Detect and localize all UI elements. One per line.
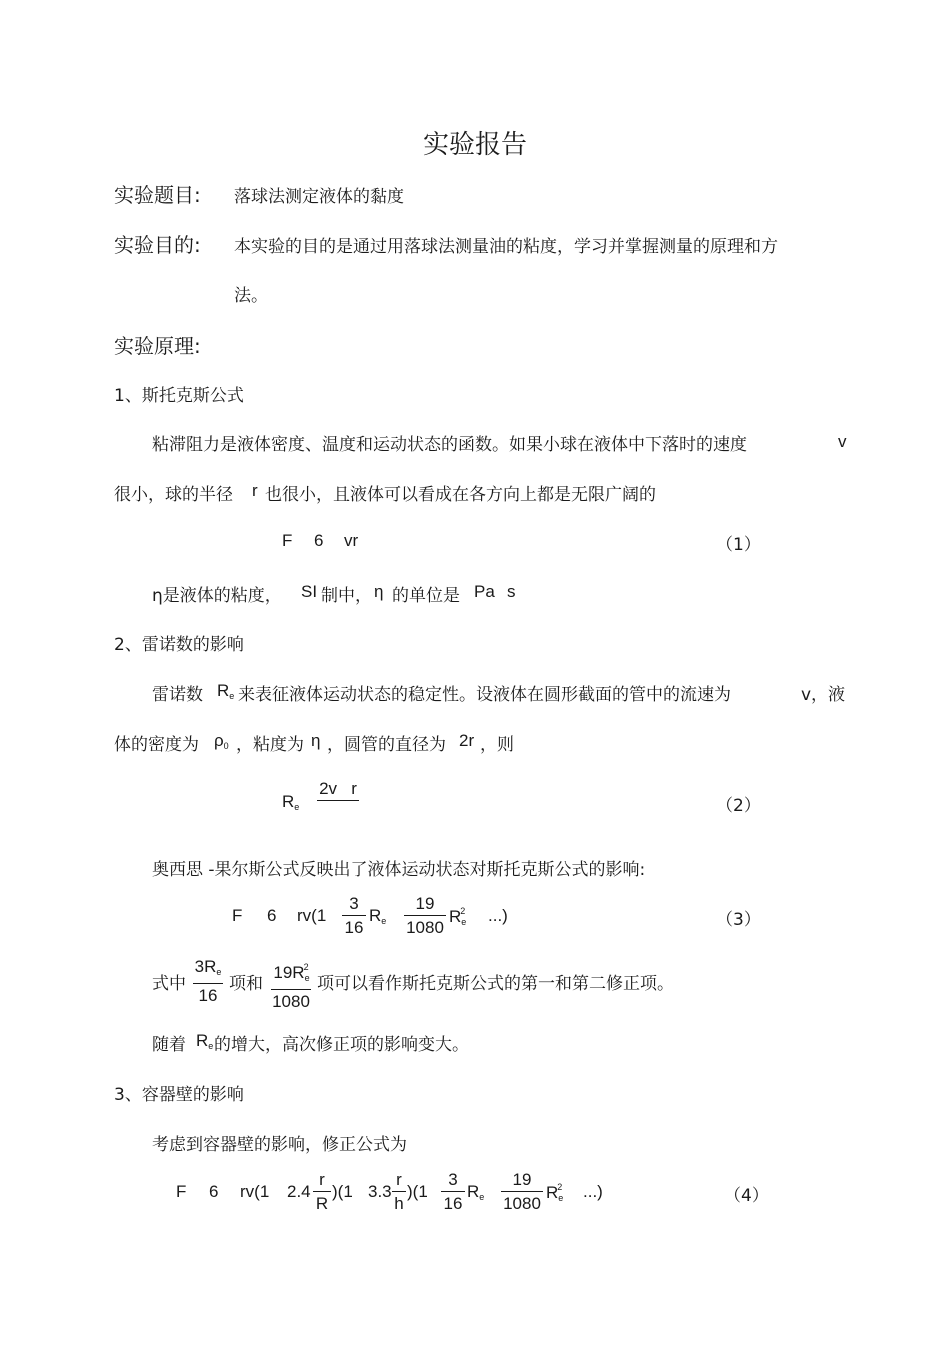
s3-p1: 考虑到容器壁的影响，修正公式为 xyxy=(152,1135,407,1155)
eq4-coef-2: 3.3 xyxy=(368,1182,392,1201)
eta-line-unit-pa: Pa xyxy=(474,582,495,601)
eq3-six: 6 xyxy=(267,906,277,925)
eq3-reynolds-1: $R_e$ xyxy=(369,906,387,926)
s1-paragraph-line-2b: 也很小，且液体可以看成在各方向上都是无限广阔的 xyxy=(265,485,656,505)
s2-p5-b: 的增大，高次修正项的影响变大。 xyxy=(214,1035,469,1055)
s2-eta-symbol: η xyxy=(311,731,321,750)
eq4-mid-1: )(1 xyxy=(332,1182,353,1201)
eq1-F: F xyxy=(282,531,293,550)
eq4-fraction-r-over-h: r h xyxy=(391,1169,407,1216)
purpose-line-1: 本实验的目的是通过用落球法测量油的粘度，学习并掌握测量的原理和方 xyxy=(234,237,778,257)
topic-label: 实验题目: xyxy=(114,183,201,207)
s2-diameter: 2r xyxy=(459,731,475,750)
eta-line-unit-s: s xyxy=(507,582,516,601)
s2-p5-reynolds: $R_e$ xyxy=(196,1031,214,1051)
eq4-fraction-3: 3 16 xyxy=(440,1169,466,1216)
s2-p1-a: 雷诺数 xyxy=(152,685,203,705)
eq2-number: （2） xyxy=(716,796,761,816)
section-1-heading: 1、斯托克斯公式 xyxy=(114,386,244,406)
eta-line-si: SI xyxy=(301,582,318,601)
eq4-fraction-r-over-R: r R xyxy=(312,1169,332,1216)
section-2-heading: 2、雷诺数的影响 xyxy=(114,635,244,655)
s2-rho-symbol: $\rho_0$ xyxy=(214,731,229,751)
eq4-six: 6 xyxy=(209,1182,219,1201)
eq1-number: （1） xyxy=(716,535,761,555)
eq4-reynolds-2: $R_e^2$ xyxy=(546,1182,564,1203)
eq3-fraction-2: 19 1080 xyxy=(403,893,447,940)
s2-p4-a: 式中 xyxy=(152,974,186,994)
eq2-reynolds: $R_e$ xyxy=(282,792,300,812)
eq4-rv: rv(1 xyxy=(240,1182,270,1201)
s2-p1-b: 来表征液体运动状态的稳定性。设液体在圆形截面的管中的流速为 xyxy=(238,685,731,705)
eta-line-eta: η xyxy=(374,582,384,601)
s2-p2-c: ，圆管的直径为 xyxy=(327,735,446,755)
eq3-rv: rv(1 xyxy=(297,906,327,925)
eq2-fraction: 2v r xyxy=(316,778,360,801)
s2-p2-a: 体的密度为 xyxy=(114,735,199,755)
section-3-heading: 3、容器壁的影响 xyxy=(114,1085,244,1105)
eq4-fraction-4: 19 1080 xyxy=(500,1169,544,1216)
s2-p2-b: ，粘度为 xyxy=(236,735,304,755)
eq3-fraction-1: 3 16 xyxy=(341,893,367,940)
eq1-vr: vr xyxy=(344,531,359,550)
eq1-six: 6 xyxy=(314,531,324,550)
s2-reynolds-symbol: $R_e$ xyxy=(217,681,235,701)
s1-paragraph-line-2a: 很小，球的半径 xyxy=(114,485,233,505)
eta-line-c: 的单位是 xyxy=(392,586,460,606)
p4-fraction-1: $3R_e$ 16 xyxy=(194,957,222,1005)
eq4-mid-2: )(1 xyxy=(407,1182,428,1201)
s1-radius-symbol: r xyxy=(252,481,258,500)
s2-p5-a: 随着 xyxy=(152,1035,186,1055)
s2-p4-b: 项和 xyxy=(229,974,263,994)
eq3-number: （3） xyxy=(716,910,761,930)
s2-p4-c: 项可以看作斯托克斯公式的第一和第二修正项。 xyxy=(317,974,674,994)
purpose-label: 实验目的: xyxy=(114,233,201,257)
eq3-F: F xyxy=(232,906,243,925)
topic-text: 落球法测定液体的黏度 xyxy=(234,187,404,207)
s2-p3: 奥西思 -果尔斯公式反映出了液体运动状态对斯托克斯公式的影响: xyxy=(152,860,646,880)
eta-line-a: η是液体的粘度， xyxy=(152,586,282,606)
s2-p1-v: v，液 xyxy=(801,685,846,705)
s1-velocity-symbol: v xyxy=(838,432,847,451)
eq4-tail: ...) xyxy=(583,1182,603,1201)
eq4-F: F xyxy=(176,1182,187,1201)
eq4-coef-1: 2.4 xyxy=(287,1182,311,1201)
purpose-line-2: 法。 xyxy=(234,286,268,306)
eq3-reynolds-2: $R_e^2$ xyxy=(449,906,467,927)
s2-p2-d: ，则 xyxy=(480,735,514,755)
s1-paragraph-line-1: 粘滞阻力是液体密度、温度和运动状态的函数。如果小球在液体中下落时的速度 xyxy=(152,435,747,455)
eq4-number: （4） xyxy=(724,1186,769,1206)
eq3-tail: ...) xyxy=(488,906,508,925)
principle-label: 实验原理: xyxy=(114,334,201,358)
p4-fraction-2: $19R_e^2$ 1080 xyxy=(272,962,310,1011)
report-title: 实验报告 xyxy=(422,130,527,160)
eq4-reynolds-1: $R_e$ xyxy=(467,1182,485,1202)
eta-line-b: 制中， xyxy=(321,586,372,606)
